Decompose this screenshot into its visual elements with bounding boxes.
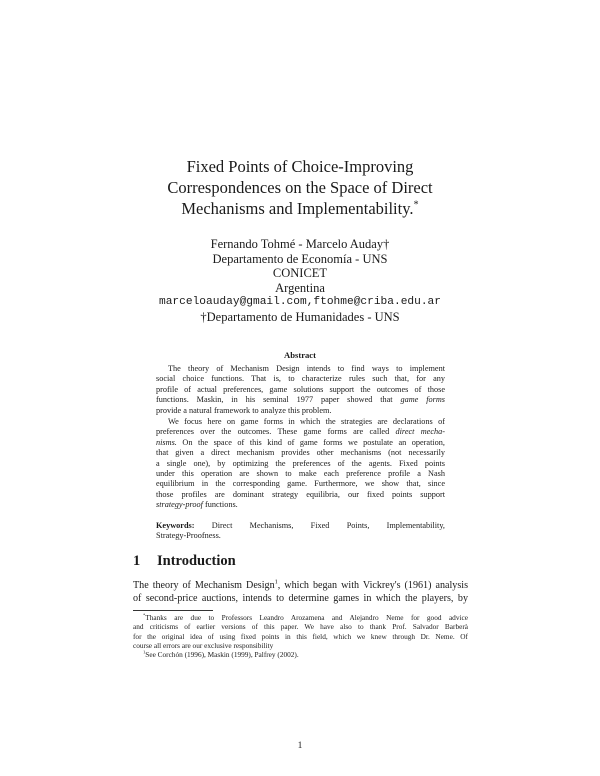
keywords-line [156,521,445,531]
abstract-paragraph-1 [156,364,445,416]
keywords-label: Keywords: [156,521,195,530]
abstract-emphasis: nisms. [156,437,177,447]
title-footnote-mark: * [413,199,419,211]
footnotes [133,613,468,659]
abstract-line: social choice functions. That is, to characterize rules such that, for any [156,374,445,384]
abstract-line: under this operation are shown to make each preference profile a Nash [156,469,445,479]
abstract-line [156,395,445,405]
author-names: Fernando Tohmé - Marcelo Auday† [210,237,390,251]
abstract-line: those profiles are dominant strategy equilibria, our fixed points support [156,489,445,499]
abstract-line: profile of actual preferences, game solutions support the outcomes of those [156,384,445,394]
footnote-line: course all errors are our exclusive responsibility [133,640,274,650]
abstract-text: functions. Maskin, in his seminal 1977 paper showed that [156,395,401,405]
author-country: Argentina [275,280,325,295]
author-affiliation: CONICET [272,266,328,280]
abstract-line: provide a natural framework to analyze this problem. [156,405,332,415]
title-line-text: Mechanisms and Implementability. [181,199,414,218]
intro-paragraph [133,579,468,605]
footnote-mark: 1 [143,649,146,655]
footnote-line: for the original idea of using fixed points in this field, which we knew through Dr. Neme. Of [133,631,468,641]
title-line: Correspondences on the Space of Direct [167,178,433,197]
abstract-line [156,500,445,510]
abstract-text: On the space of this kind of game forms we postulate an operation, [176,437,445,447]
abstract-line: We focus here on game forms in which the strategies are declarations of [168,417,445,426]
paper-title [100,156,500,219]
abstract-text: functions. [202,500,238,510]
title-line [100,198,500,219]
footnote-mark: * [143,612,146,618]
author-block [100,237,500,324]
abstract-line [156,438,445,448]
section-number: 1 [133,553,141,569]
author-affiliation: Departamento de Economía - UNS [212,251,388,266]
author-emails[interactable]: marceloauday@gmail.com,ftohme@criba.edu.ar [159,296,441,308]
footnote-text: See Corchón (1996), Maskin (1999), Palfrey (2002). [145,650,299,660]
abstract-line [156,427,445,437]
keywords-block [156,521,445,542]
abstract-emphasis: game forms [400,395,445,405]
abstract-paragraph-2 [156,417,445,511]
abstract-emphasis: strategy-proof [156,500,203,510]
section-title: Introduction [157,553,236,569]
page-number: 1 [297,741,303,751]
body-line [133,579,468,592]
keywords-line: Strategy-Proofness. [156,531,221,541]
body-text: The theory of Mechanism Design [133,580,275,591]
footnote-line: and criticisms of earlier versions of this paper. We have also to thank Prof. Salvador Barberà [133,622,468,632]
abstract-line: equilibrium in the corresponding game. Furthermore, we show that, since [156,479,445,489]
body-line: of second-price auctions, intends to determine games in which the players, by [133,593,468,605]
abstract-line: a single one), by optimizing the preferences of the agents. Fixed points [156,458,445,468]
abstract-line: that given a direct mechanism provides other mechanisms (not necessarily [156,448,445,458]
footnote-text: Thanks are due to Professors Leandro Arozamena and Alejandro Neme for good advice [145,613,468,622]
abstract-heading: Abstract [284,350,316,360]
abstract-text: preferences over the outcomes. These game forms are called [156,427,396,437]
title-line: Fixed Points of Choice-Improving [186,157,414,176]
footnote-ref[interactable]: 1 [274,578,278,586]
body-text: , which began with Vickrey's (1961) analysis [277,580,468,591]
footnote-rule [133,610,213,611]
author-affiliation: †Departamento de Humanidades - UNS [200,309,400,324]
abstract-line: The theory of Mechanism Design intends to find ways to implement [168,364,445,373]
footnote-line [133,650,468,659]
footnote-line [133,613,468,622]
abstract-emphasis: direct mecha- [395,427,446,437]
keywords-text: Direct Mechanisms, Fixed Points, Implementability, [194,521,445,530]
section-heading [133,553,236,570]
